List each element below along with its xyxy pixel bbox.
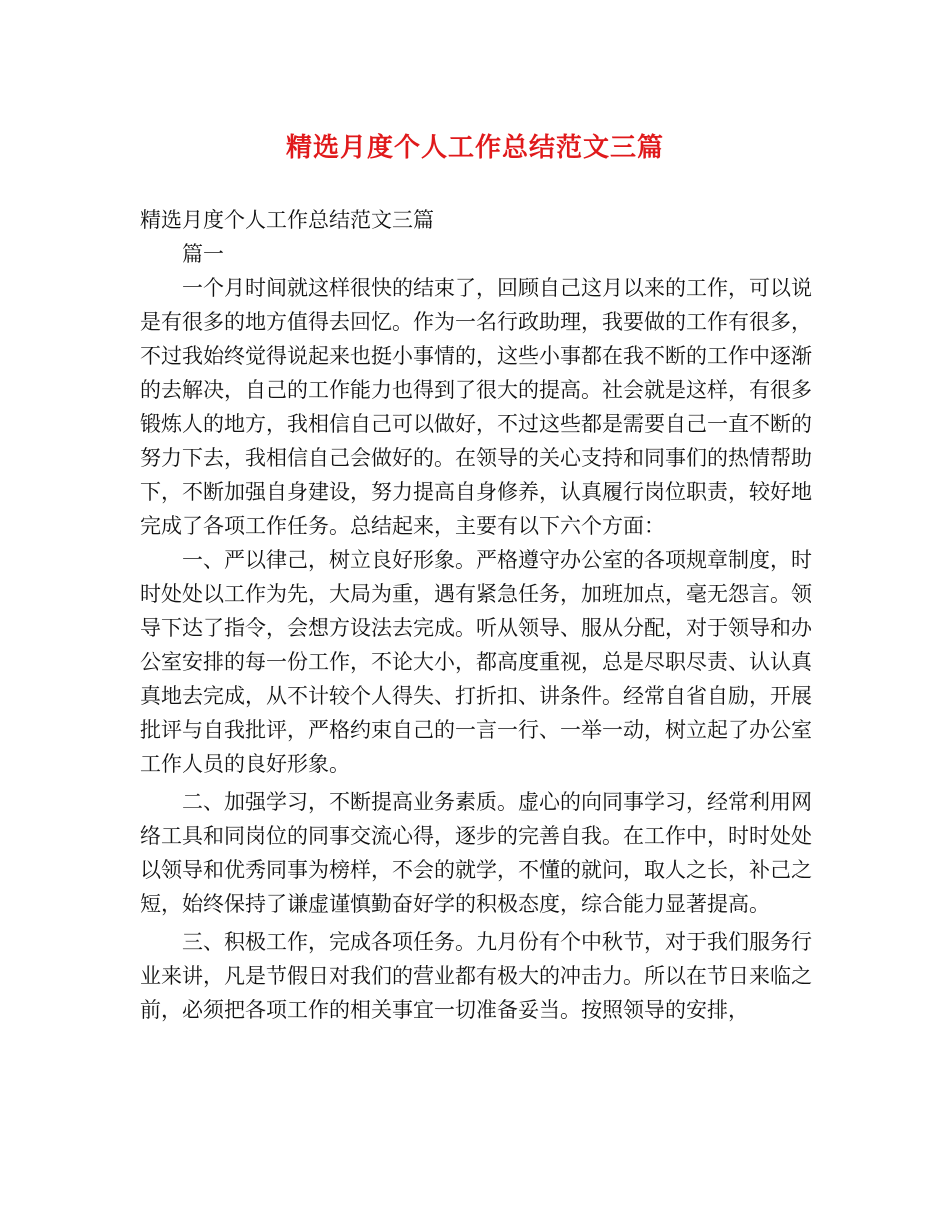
document-subtitle: 精选月度个人工作总结范文三篇 [140, 208, 434, 232]
paragraph-point-one: 一、严以律己，树立良好形象。严格遵守办公室的各项规章制度，时时处处以工作为先，大局为重，遇有紧急任务，加班加点，毫无怨言。领导下达了指令，会想方设法去完成。听从领导、服从分配，对于领导和办公室安排的每一份工作，不论大小，都高度重视，总是尽职尽责、认认真真地去完成，从不计较个人得失、打折扣、讲条件。经常自省自励，开展批评与自我批评，严格约束自己的一言一行、一举一动，树立起了办公室工作人员的良好形象。 [140, 548, 812, 776]
paragraph-point-three: 三、积极工作，完成各项任务。九月份有个中秋节，对于我们服务行业来讲，凡是节假日对我们的营业都有极大的冲击力。所以在节日来临之前，必须把各项工作的相关事宜一切准备妥当。按照领导的安排， [140, 930, 812, 1022]
document-title: 精选月度个人工作总结范文三篇 [285, 133, 664, 163]
paragraph-point-two: 二、加强学习，不断提高业务素质。虚心的向同事学习，经常利用网络工具和同岗位的同事交流心得，逐步的完善自我。在工作中，时时处处以领导和优秀同事为榜样，不会的就学，不懂的就问，取人之长，补己之短，始终保持了谦虚谨慎勤奋好学的积极态度，综合能力显著提高。 [140, 790, 812, 916]
section-label: 篇一 [182, 242, 224, 266]
document-body [140, 203, 812, 1027]
paragraph-intro: 一个月时间就这样很快的结束了，回顾自己这月以来的工作，可以说是有很多的地方值得去回忆。作为一名行政助理，我要做的工作有很多，不过我始终觉得说起来也挺小事情的，这些小事都在我不断的工作中逐渐的去解决，自己的工作能力也得到了很大的提高。社会就是这样，有很多锻炼人的地方，我相信自己可以做好，不过这些都是需要自己一直不断的努力下去，我相信自己会做好的。在领导的关心支持和同事们的热情帮助下，不断加强自身建设，努力提高自身修养，认真履行岗位职责，较好地完成了各项工作任务。总结起来，主要有以下六个方面： [140, 276, 812, 538]
